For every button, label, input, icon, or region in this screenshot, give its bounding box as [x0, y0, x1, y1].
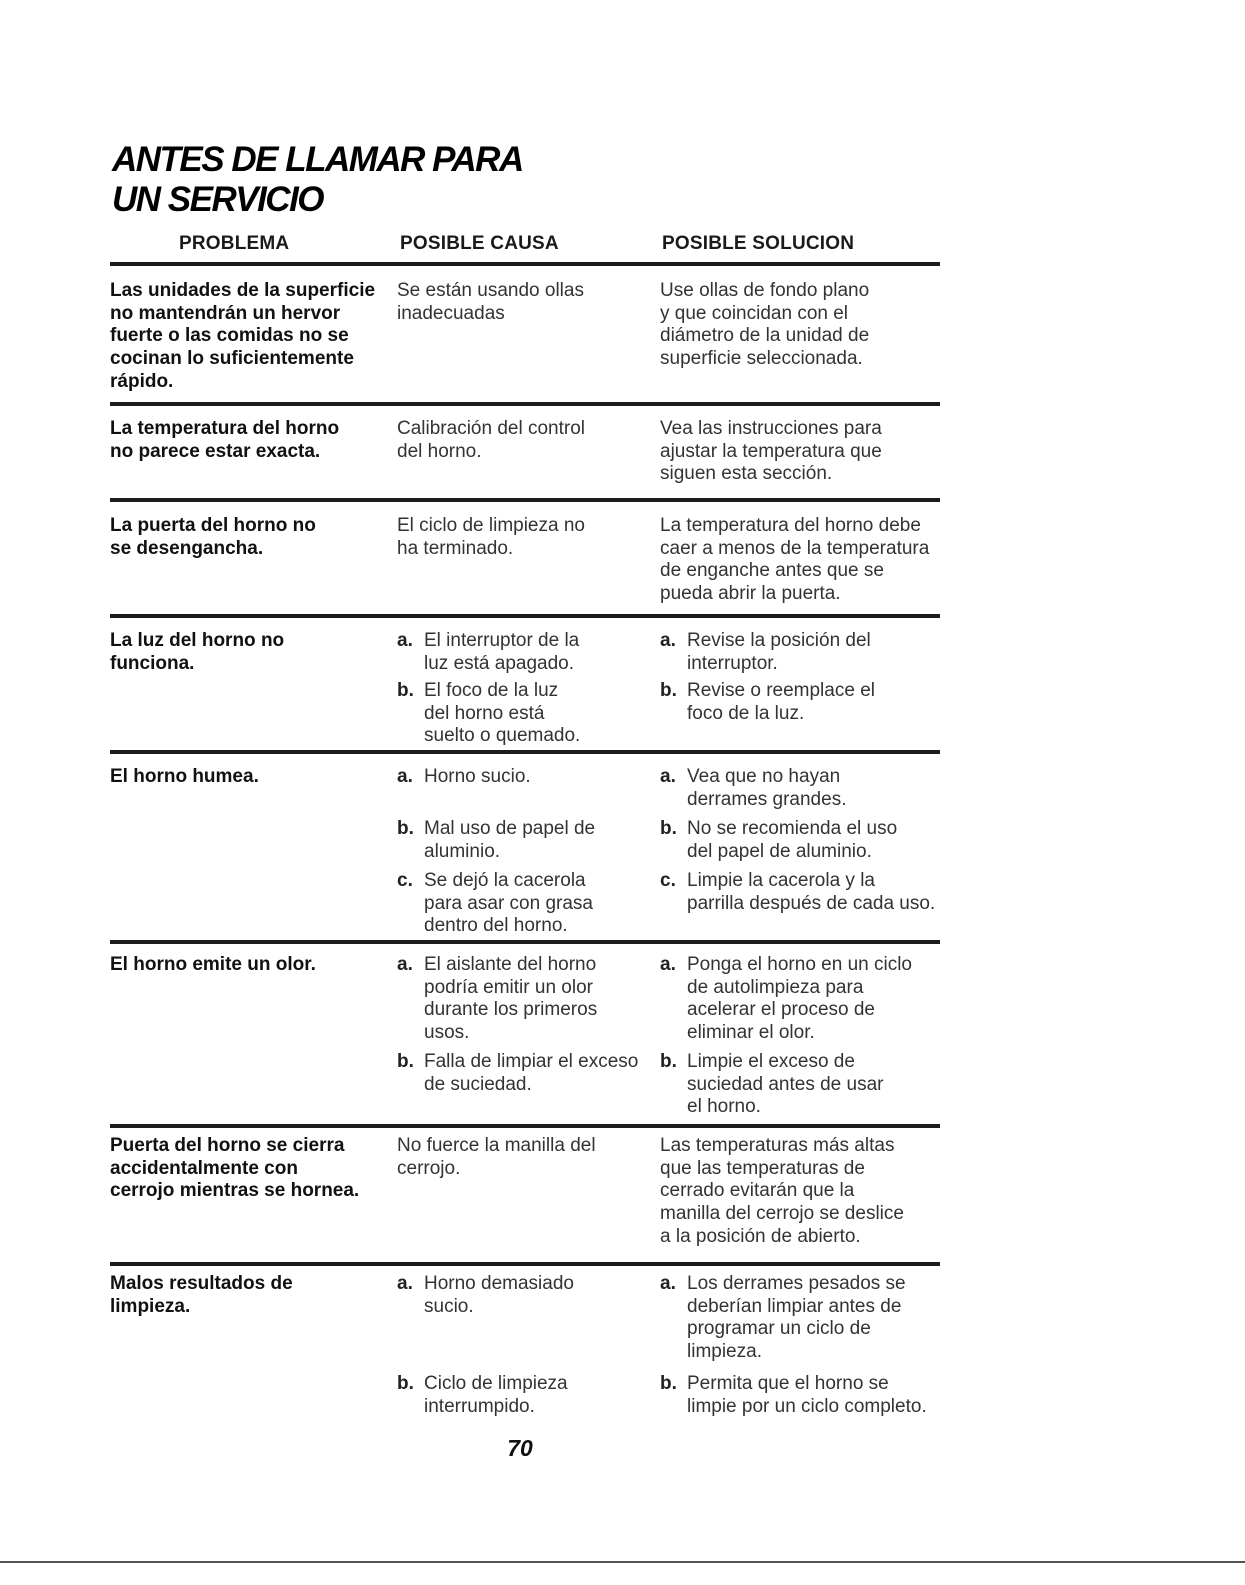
problem-cell: [110, 1135, 390, 1203]
list-item: [660, 1373, 972, 1418]
item-text: Ciclo de limpieza interrumpido.: [424, 1373, 568, 1417]
list-item: [397, 954, 674, 1045]
item-text: Los derrames pesados se deberían limpiar antes de programar un ciclo de limpieza.: [687, 1273, 906, 1363]
item-text: Se dejó la cacerola para asar con grasa dentro del horno.: [424, 870, 593, 937]
list-item: [397, 1273, 674, 1318]
item-marker: a.: [397, 630, 413, 651]
item-marker: b.: [660, 680, 677, 701]
item-text: Ponga el horno en un ciclo de autolimpieza para acelerar el proceso de eliminar el olor.: [687, 954, 912, 1044]
list-item: [397, 680, 674, 748]
solution-cell: [660, 418, 945, 486]
cause-cell: [397, 515, 647, 560]
problem-cell: [110, 630, 390, 675]
problem-cell: [110, 418, 390, 463]
item-text: Revise la posición del interruptor.: [687, 630, 871, 674]
solution-text: Use ollas de fondo plano y que coincidan con el diámetro de la unidad de superficie seleccionada.: [660, 280, 870, 370]
item-marker: a.: [660, 1273, 676, 1294]
column-header-problem: PROBLEMA: [179, 233, 290, 254]
problem-text: El horno emite un olor.: [110, 954, 316, 975]
list-item: [397, 766, 674, 789]
cause-text: Calibración del control del horno.: [397, 418, 585, 462]
row-divider: [110, 498, 940, 502]
item-text: El aislante del horno podría emitir un olor durante los primeros usos.: [424, 954, 598, 1044]
problem-cell: [110, 280, 390, 394]
row-divider: [110, 262, 940, 266]
row-divider: [110, 1124, 940, 1128]
item-marker: b.: [397, 818, 414, 839]
item-marker: a.: [660, 954, 676, 975]
item-text: Permita que el horno se limpie por un ciclo completo.: [687, 1373, 927, 1417]
item-text: El interruptor de la luz está apagado.: [424, 630, 580, 674]
row-divider: [110, 402, 940, 406]
list-item: [397, 630, 674, 675]
cause-text: No fuerce la manilla del cerrojo.: [397, 1135, 596, 1179]
title-line-2: UN SERVICIO: [112, 180, 324, 219]
item-marker: c.: [397, 870, 413, 891]
item-text: Vea que no hayan derrames grandes.: [687, 766, 847, 810]
item-text: No se recomienda el uso del papel de aluminio.: [687, 818, 898, 862]
item-text: Falla de limpiar el exceso de suciedad.: [424, 1051, 639, 1095]
cause-cell: [397, 418, 647, 463]
solution-cell: [660, 280, 945, 371]
list-item: [660, 630, 972, 675]
solution-cell: [660, 515, 945, 606]
problem-text: Puerta del horno se cierra accidentalmente con cerrojo mientras se hornea.: [110, 1135, 360, 1202]
cause-cell: [397, 280, 647, 325]
list-item: [660, 818, 972, 863]
problem-text: La temperatura del horno no parece estar exacta.: [110, 418, 340, 462]
item-marker: b.: [660, 1051, 677, 1072]
cause-text: Se están usando ollas inadecuadas: [397, 280, 584, 324]
row-divider: [110, 614, 940, 618]
item-marker: b.: [397, 1051, 414, 1072]
item-marker: c.: [660, 870, 676, 891]
item-marker: a.: [660, 630, 676, 651]
item-text: Horno sucio.: [424, 766, 531, 787]
column-header-solution: POSIBLE SOLUCION: [662, 233, 855, 254]
item-text: Horno demasiado sucio.: [424, 1273, 574, 1317]
item-marker: b.: [660, 1373, 677, 1394]
problem-cell: [110, 766, 390, 789]
cause-text: El ciclo de limpieza no ha terminado.: [397, 515, 585, 559]
list-item: [397, 1373, 674, 1418]
list-item: [660, 766, 972, 811]
problem-text: Las unidades de la superficie no mantendrán un hervor fuerte o las comidas no se cocinan lo suficientemente rápido.: [110, 280, 376, 392]
title-line-1: ANTES DE LLAMAR PARA: [112, 140, 523, 179]
list-item: [660, 1051, 972, 1119]
list-item: [660, 680, 972, 725]
row-divider: [110, 940, 940, 944]
item-text: Limpie el exceso de suciedad antes de usar el horno.: [687, 1051, 884, 1118]
list-item: [397, 870, 674, 938]
solution-text: La temperatura del horno debe caer a menos de la temperatura de enganche antes que se pueda abrir la puerta.: [660, 515, 930, 605]
page-number: 70: [507, 1435, 533, 1461]
problem-text: La puerta del horno no se desengancha.: [110, 515, 316, 559]
item-marker: a.: [397, 954, 413, 975]
item-marker: a.: [397, 766, 413, 787]
item-text: Mal uso de papel de aluminio.: [424, 818, 596, 862]
item-text: Revise o reemplace el foco de la luz.: [687, 680, 875, 724]
item-marker: b.: [397, 1373, 414, 1394]
item-text: El foco de la luz del horno está suelto o quemado.: [424, 680, 581, 747]
solution-text: Vea las instrucciones para ajustar la temperatura que siguen esta sección.: [660, 418, 882, 485]
problem-text: La luz del horno no funciona.: [110, 630, 285, 674]
list-item: [397, 818, 674, 863]
item-marker: b.: [397, 680, 414, 701]
list-item: [397, 1051, 674, 1096]
cause-cell: [397, 1135, 647, 1180]
list-item: [660, 870, 972, 915]
solution-text: Las temperaturas más altas que las temperaturas de cerrado evitarán que la manilla del cerrojo se deslice a la posición de abierto.: [660, 1135, 904, 1247]
problem-text: Malos resultados de limpieza.: [110, 1273, 293, 1317]
item-marker: b.: [660, 818, 677, 839]
list-item: [660, 954, 972, 1045]
row-divider: [110, 1262, 940, 1266]
row-divider: [110, 750, 940, 754]
problem-cell: [110, 1273, 390, 1318]
solution-cell: [660, 1135, 945, 1249]
page-bottom-edge: [0, 1561, 1245, 1563]
item-marker: a.: [397, 1273, 413, 1294]
item-marker: a.: [660, 766, 676, 787]
column-header-cause: POSIBLE CAUSA: [400, 233, 559, 254]
list-item: [660, 1273, 972, 1364]
problem-cell: [110, 954, 390, 977]
page-title: [112, 140, 523, 220]
item-text: Limpie la cacerola y la parrilla después de cada uso.: [687, 870, 936, 914]
problem-text: El horno humea.: [110, 766, 259, 787]
problem-cell: [110, 515, 390, 560]
